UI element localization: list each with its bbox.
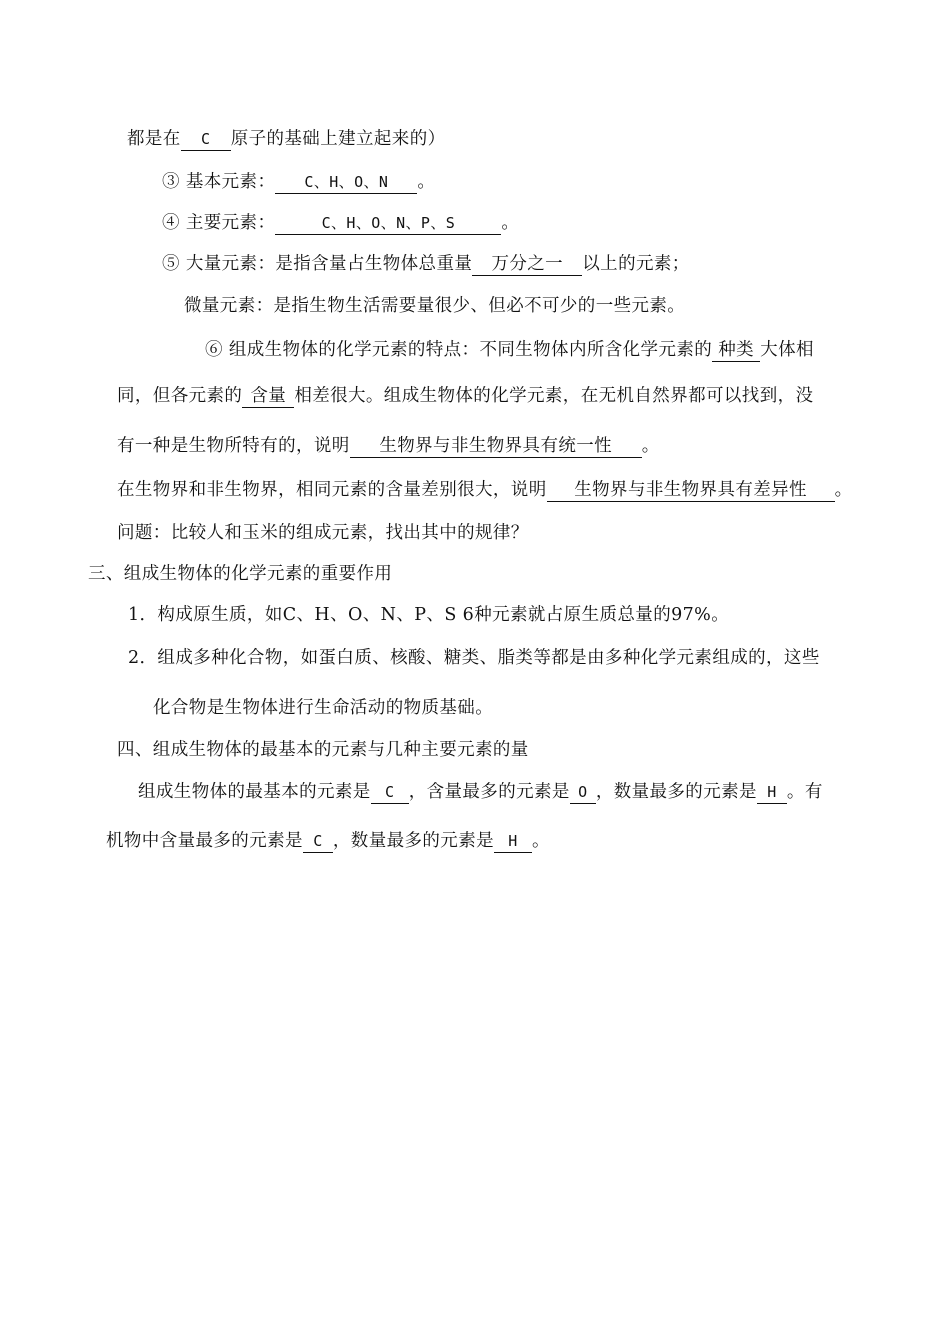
text: 大体相 xyxy=(760,340,814,360)
text: ⑤ 大量元素：是指含量占生物体总重量 xyxy=(162,254,473,274)
text-line xyxy=(184,294,685,318)
answer-blank: H xyxy=(494,830,532,853)
answer-blank: C xyxy=(181,128,231,151)
section-heading xyxy=(88,562,392,586)
answer-blank: 含量 xyxy=(242,385,294,408)
text: 2．组成多种化合物，如蛋白质、核酸、糖类、脂类等都是由多种化学元素组成的，这些 xyxy=(128,648,820,668)
answer-blank: 生物界与非生物界具有差异性 xyxy=(547,479,835,502)
text: 有一种是生物所特有的，说明 xyxy=(117,436,350,456)
text-line xyxy=(117,478,853,502)
answer-blank: H xyxy=(757,781,787,804)
text: 四、组成生物体的最基本的元素与几种主要元素的量 xyxy=(117,740,529,760)
text: 。 xyxy=(641,436,660,456)
text: 都是在 xyxy=(127,129,181,149)
text: ⑥ 组成生物体的化学元素的特点：不同生物体内所含化学元素的 xyxy=(205,340,713,360)
text: 化合物是生物体进行生命活动的物质基础。 xyxy=(153,698,494,718)
text: 机物中含量最多的元素是 xyxy=(106,831,303,851)
text-line xyxy=(138,780,823,804)
text: ③ 基本元素： xyxy=(162,172,276,192)
text: 以上的元素； xyxy=(582,254,690,274)
text-line xyxy=(117,434,660,458)
text: 原子的基础上建立起来的） xyxy=(230,129,446,149)
text: 。 xyxy=(417,172,436,192)
text: 问题：比较人和玉米的组成元素，找出其中的规律？ xyxy=(117,523,529,543)
text: 同，但各元素的 xyxy=(117,386,243,406)
text-line xyxy=(162,252,690,276)
text-line xyxy=(117,521,529,545)
answer-blank: C xyxy=(303,830,333,853)
text: ，含量最多的元素是 xyxy=(408,782,570,802)
text: 组成生物体的最基本的元素是 xyxy=(138,782,371,802)
answer-blank: 万分之一 xyxy=(472,253,582,276)
answer-blank: C、H、O、N、P、S xyxy=(275,212,501,235)
text: 。 xyxy=(501,213,520,233)
text-line xyxy=(162,170,435,194)
answer-blank: O xyxy=(570,781,596,804)
text: 。 xyxy=(834,480,853,500)
text-line xyxy=(205,338,814,362)
answer-blank: 种类 xyxy=(712,339,760,362)
text: ④ 主要元素： xyxy=(162,213,276,233)
text-line xyxy=(153,696,493,720)
text-line xyxy=(162,211,519,235)
answer-blank: C xyxy=(371,781,409,804)
text: 。 xyxy=(532,831,550,851)
list-item xyxy=(128,646,820,670)
text: ，数量最多的元素是 xyxy=(332,831,495,851)
text: ，数量最多的元素是 xyxy=(595,782,757,802)
text: 相差很大。组成生物体的化学元素，在无机自然界都可以找到，没 xyxy=(294,386,814,406)
answer-blank: C、H、O、N xyxy=(275,171,417,194)
text: 微量元素：是指生物生活需要量很少、但必不可少的一些元素。 xyxy=(184,296,686,316)
text-line xyxy=(117,384,813,408)
section-heading xyxy=(117,738,529,762)
text-line xyxy=(106,829,550,853)
text: 在生物界和非生物界，相同元素的含量差别很大，说明 xyxy=(117,480,547,500)
text: 。有 xyxy=(786,782,823,802)
text: 三、组成生物体的化学元素的重要作用 xyxy=(88,564,393,584)
text: 1．构成原生质，如C、H、O、N、P、S 6种元素就占原生质总量的97%。 xyxy=(128,605,730,625)
text-line xyxy=(127,127,446,151)
answer-blank: 生物界与非生物界具有统一性 xyxy=(350,435,642,458)
list-item xyxy=(128,603,729,627)
